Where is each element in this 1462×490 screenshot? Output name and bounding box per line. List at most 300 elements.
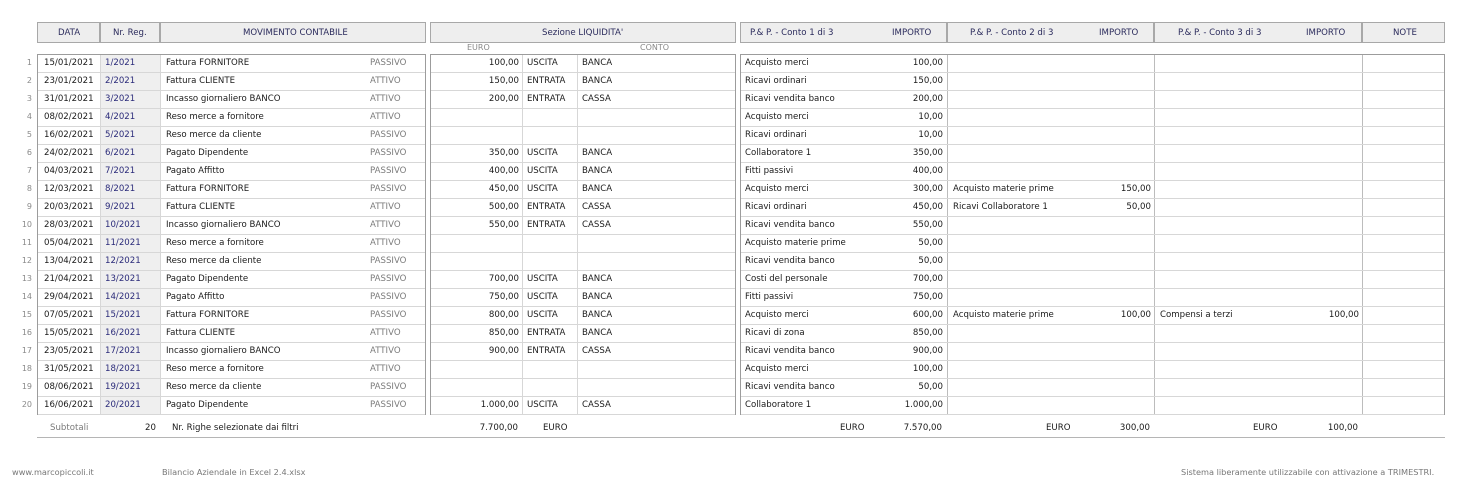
cell-data[interactable]: 23/01/2021	[44, 76, 94, 86]
cell-conto-2[interactable]	[953, 289, 1083, 306]
cell-tipo[interactable]: PASSIVO	[370, 256, 407, 266]
cell-tipo[interactable]: PASSIVO	[370, 130, 407, 140]
cell-nr-reg[interactable]: 12/2021	[105, 256, 141, 266]
cell-importo-3[interactable]	[1278, 217, 1359, 234]
cell-movimento[interactable]: Reso merce da cliente	[166, 256, 262, 266]
cell-nr-reg[interactable]: 11/2021	[105, 238, 141, 248]
cell-conto-1[interactable]: Ricavi vendita banco	[745, 382, 835, 392]
cell-conto-2[interactable]	[953, 109, 1083, 126]
cell-movimento[interactable]: Incasso giornaliero BANCO	[166, 220, 281, 230]
table-row	[741, 235, 1444, 253]
cell-movimento[interactable]: Fattura FORNITORE	[166, 58, 250, 68]
cell-conto-1[interactable]: Acquisto materie prime	[745, 238, 846, 248]
header-sezione-liquidita[interactable]: Sezione LIQUIDITA'	[430, 22, 736, 43]
cell-euro[interactable]: 400,00	[488, 166, 519, 176]
cell-importo-1[interactable]: 1.000,00	[904, 400, 943, 410]
cell-euro[interactable]: 750,00	[488, 292, 519, 302]
cell-importo-3[interactable]	[1278, 271, 1359, 288]
cell-nr-reg[interactable]: 4/2021	[105, 112, 136, 122]
cell-movimento[interactable]: Fattura FORNITORE	[166, 184, 250, 194]
cell-conto-3[interactable]	[1160, 91, 1290, 108]
cell-nr-reg[interactable]: 14/2021	[105, 292, 141, 302]
cell-conto-2[interactable]	[953, 343, 1083, 360]
table-row	[38, 253, 425, 271]
cell-importo-2[interactable]	[1071, 235, 1151, 252]
cell-conto-3[interactable]	[1160, 343, 1290, 360]
cell-conto[interactable]: BANCA	[582, 328, 613, 338]
cell-nr-reg[interactable]: 20/2021	[105, 400, 141, 410]
row-number: 13	[21, 274, 32, 283]
cell-conto-1[interactable]: Acquisto merci	[745, 112, 809, 122]
cell-importo-1[interactable]: 100,00	[912, 58, 943, 68]
cell-conto[interactable]	[582, 379, 662, 396]
cell-data[interactable]: 20/03/2021	[44, 202, 94, 212]
cell-tipo[interactable]: ATTIVO	[370, 112, 401, 122]
cell-direzione[interactable]: USCITA	[527, 148, 558, 158]
cell-direzione[interactable]	[527, 127, 575, 144]
cell-direzione[interactable]: USCITA	[527, 184, 558, 194]
cell-importo-3[interactable]	[1278, 55, 1359, 72]
cell-direzione[interactable]: USCITA	[527, 274, 558, 284]
cell-euro[interactable]: 1.000,00	[480, 400, 519, 410]
cell-importo-2[interactable]: 100,00	[1120, 310, 1151, 320]
cell-conto-3[interactable]	[1160, 73, 1290, 90]
cell-importo-2[interactable]	[1071, 361, 1151, 378]
cell-conto-1[interactable]: Ricavi ordinari	[745, 76, 807, 86]
cell-direzione[interactable]: USCITA	[527, 58, 558, 68]
cell-euro[interactable]	[431, 379, 519, 396]
cell-importo-3[interactable]	[1278, 235, 1359, 252]
cell-importo-3[interactable]	[1278, 343, 1359, 360]
liquidita-currency: EURO	[543, 423, 568, 433]
cell-conto[interactable]: BANCA	[582, 58, 613, 68]
cell-conto-2[interactable]	[953, 127, 1083, 144]
cell-conto-2[interactable]	[953, 55, 1083, 72]
row-number: 17	[21, 346, 32, 355]
cell-nr-reg[interactable]: 19/2021	[105, 382, 141, 392]
cell-euro[interactable]	[431, 361, 519, 378]
cell-data[interactable]: 05/04/2021	[44, 238, 94, 248]
cell-importo-3[interactable]	[1278, 163, 1359, 180]
subheader-euro: EURO	[467, 43, 490, 52]
cell-conto-3[interactable]	[1160, 325, 1290, 342]
cell-importo-1[interactable]: 300,00	[912, 184, 943, 194]
cell-conto[interactable]: BANCA	[582, 76, 613, 86]
cell-tipo[interactable]: ATTIVO	[370, 238, 401, 248]
cell-nr-reg[interactable]: 6/2021	[105, 148, 136, 158]
cell-data[interactable]: 16/02/2021	[44, 130, 94, 140]
table-row	[38, 361, 425, 379]
cell-conto-2[interactable]: Ricavi Collaboratore 1	[953, 202, 1048, 212]
cell-conto-3[interactable]	[1160, 235, 1290, 252]
cell-nr-reg[interactable]: 7/2021	[105, 166, 136, 176]
cell-tipo[interactable]: ATTIVO	[370, 328, 401, 338]
cell-conto-3[interactable]	[1160, 181, 1290, 198]
cell-euro[interactable]	[431, 253, 519, 270]
cell-euro[interactable]: 200,00	[488, 94, 519, 104]
cell-conto-3[interactable]	[1160, 55, 1290, 72]
cell-movimento[interactable]: Pagato Dipendente	[166, 274, 249, 284]
cell-importo-1[interactable]: 750,00	[912, 292, 943, 302]
cell-direzione[interactable]: ENTRATA	[527, 328, 566, 338]
cell-movimento[interactable]: Reso merce a fornitore	[166, 238, 264, 248]
cell-euro[interactable]: 550,00	[488, 220, 519, 230]
cell-importo-1[interactable]: 100,00	[912, 364, 943, 374]
cell-movimento[interactable]: Reso merce a fornitore	[166, 112, 264, 122]
table-row	[431, 127, 735, 145]
cell-importo-2[interactable]	[1071, 55, 1151, 72]
cell-conto-3[interactable]	[1160, 145, 1290, 162]
cell-nr-reg[interactable]: 2/2021	[105, 76, 136, 86]
cell-conto[interactable]: CASSA	[582, 220, 611, 230]
cell-importo-3[interactable]	[1278, 325, 1359, 342]
cell-importo-3[interactable]	[1278, 361, 1359, 378]
cell-direzione[interactable]	[527, 109, 575, 126]
cell-direzione[interactable]	[527, 361, 575, 378]
cell-tipo[interactable]: ATTIVO	[370, 220, 401, 230]
header-pp-conto-3[interactable]: P.& P. - Conto 3 di 3 IMPORTO	[1154, 22, 1362, 43]
cell-conto-3[interactable]	[1160, 109, 1290, 126]
cell-conto-1[interactable]: Ricavi ordinari	[745, 202, 807, 212]
cell-conto-1[interactable]: Acquisto merci	[745, 310, 809, 320]
cell-data[interactable]: 24/02/2021	[44, 148, 94, 158]
cell-importo-2[interactable]: 50,00	[1126, 202, 1151, 212]
cell-conto-2[interactable]	[953, 235, 1083, 252]
cell-importo-1[interactable]: 900,00	[912, 346, 943, 356]
table-row	[431, 109, 735, 127]
cell-euro[interactable]: 100,00	[488, 58, 519, 68]
cell-euro[interactable]: 700,00	[488, 274, 519, 284]
cell-nr-reg[interactable]: 17/2021	[105, 346, 141, 356]
cell-direzione[interactable]: ENTRATA	[527, 220, 566, 230]
cell-importo-3[interactable]	[1278, 379, 1359, 396]
cell-conto-1[interactable]: Fitti passivi	[745, 166, 794, 176]
cell-importo-1[interactable]: 10,00	[918, 130, 943, 140]
cell-importo-1[interactable]: 700,00	[912, 274, 943, 284]
cell-data[interactable]: 12/03/2021	[44, 184, 94, 194]
cell-conto-2[interactable]	[953, 217, 1083, 234]
table-row	[431, 181, 735, 199]
table-row	[38, 217, 425, 235]
cell-tipo[interactable]: PASSIVO	[370, 148, 407, 158]
cell-importo-1[interactable]: 150,00	[912, 76, 943, 86]
cell-importo-3[interactable]	[1278, 91, 1359, 108]
cell-euro[interactable]: 900,00	[488, 346, 519, 356]
cell-nr-reg[interactable]: 10/2021	[105, 220, 141, 230]
cell-tipo[interactable]: PASSIVO	[370, 166, 407, 176]
row-number: 3	[26, 94, 32, 103]
cell-importo-2[interactable]	[1071, 343, 1151, 360]
cell-conto[interactable]	[582, 109, 662, 126]
cell-data[interactable]: 29/04/2021	[44, 292, 94, 302]
cell-data[interactable]: 13/04/2021	[44, 256, 94, 266]
table-row	[741, 397, 1444, 415]
cell-direzione[interactable]: USCITA	[527, 166, 558, 176]
cell-euro[interactable]: 450,00	[488, 184, 519, 194]
table-row	[431, 397, 735, 415]
cell-movimento[interactable]: Pagato Affitto	[166, 166, 225, 176]
cell-conto-3[interactable]	[1160, 253, 1290, 270]
cell-nr-reg[interactable]: 15/2021	[105, 310, 141, 320]
cell-conto[interactable]: CASSA	[582, 400, 611, 410]
conto3-currency: EURO	[1253, 423, 1278, 433]
cell-euro[interactable]	[431, 127, 519, 144]
cell-conto[interactable]: BANCA	[582, 166, 613, 176]
cell-movimento[interactable]: Fattura FORNITORE	[166, 310, 250, 320]
cell-conto-2[interactable]	[953, 325, 1083, 342]
cell-movimento[interactable]: Reso merce da cliente	[166, 382, 262, 392]
panel-pp-conti	[740, 54, 1445, 415]
cell-conto-1[interactable]: Acquisto merci	[745, 58, 809, 68]
cell-euro[interactable]: 800,00	[488, 310, 519, 320]
cell-movimento[interactable]: Pagato Dipendente	[166, 148, 249, 158]
cell-conto-1[interactable]: Ricavi vendita banco	[745, 94, 835, 104]
cell-importo-2[interactable]	[1071, 253, 1151, 270]
cell-direzione[interactable]	[527, 379, 575, 396]
cell-conto-3[interactable]: Compensi a terzi	[1160, 310, 1233, 320]
cell-importo-1[interactable]: 50,00	[918, 256, 943, 266]
cell-conto-2[interactable]	[953, 361, 1083, 378]
cell-movimento[interactable]: Pagato Dipendente	[166, 400, 249, 410]
cell-direzione[interactable]	[527, 235, 575, 252]
cell-importo-1[interactable]: 550,00	[912, 220, 943, 230]
cell-movimento[interactable]: Incasso giornaliero BANCO	[166, 346, 281, 356]
cell-data[interactable]: 28/03/2021	[44, 220, 94, 230]
cell-data[interactable]: 15/01/2021	[44, 58, 94, 68]
cell-importo-1[interactable]: 350,00	[912, 148, 943, 158]
cell-conto-2[interactable]: Acquisto materie prime	[953, 184, 1054, 194]
cell-conto-3[interactable]	[1160, 127, 1290, 144]
cell-direzione[interactable]: USCITA	[527, 310, 558, 320]
cell-conto-3[interactable]	[1160, 271, 1290, 288]
cell-conto-2[interactable]	[953, 397, 1083, 414]
cell-importo-2[interactable]	[1071, 91, 1151, 108]
cell-importo-3[interactable]	[1278, 253, 1359, 270]
cell-direzione[interactable]: ENTRATA	[527, 76, 566, 86]
cell-movimento[interactable]: Reso merce da cliente	[166, 130, 262, 140]
cell-importo-3[interactable]	[1278, 73, 1359, 90]
cell-direzione[interactable]: ENTRATA	[527, 202, 566, 212]
cell-conto-3[interactable]	[1160, 397, 1290, 414]
cell-importo-2[interactable]	[1071, 325, 1151, 342]
cell-data[interactable]: 23/05/2021	[44, 346, 94, 356]
cell-tipo[interactable]: ATTIVO	[370, 346, 401, 356]
table-row	[38, 307, 425, 325]
cell-direzione[interactable]: ENTRATA	[527, 346, 566, 356]
cell-tipo[interactable]: ATTIVO	[370, 202, 401, 212]
cell-movimento[interactable]: Reso merce a fornitore	[166, 364, 264, 374]
cell-nr-reg[interactable]: 8/2021	[105, 184, 136, 194]
cell-conto-2[interactable]: Acquisto materie prime	[953, 310, 1054, 320]
cell-importo-2[interactable]	[1071, 289, 1151, 306]
header-pp-conto-2[interactable]: P.& P. - Conto 2 di 3 IMPORTO	[947, 22, 1154, 43]
header-note[interactable]: NOTE	[1362, 22, 1445, 43]
table-row	[431, 235, 735, 253]
cell-conto-2[interactable]	[953, 253, 1083, 270]
cell-tipo[interactable]: PASSIVO	[370, 58, 407, 68]
cell-conto-2[interactable]	[953, 379, 1083, 396]
cell-data[interactable]: 31/01/2021	[44, 94, 94, 104]
cell-euro[interactable]	[431, 235, 519, 252]
header-movimento[interactable]: MOVIMENTO CONTABILE	[160, 22, 426, 43]
cell-nr-reg[interactable]: 1/2021	[105, 58, 136, 68]
cell-tipo[interactable]: ATTIVO	[370, 94, 401, 104]
cell-conto[interactable]: BANCA	[582, 310, 613, 320]
cell-importo-1[interactable]: 50,00	[918, 238, 943, 248]
cell-conto-1[interactable]: Collaboratore 1	[745, 148, 812, 158]
cell-data[interactable]: 15/05/2021	[44, 328, 94, 338]
cell-conto[interactable]	[582, 235, 662, 252]
cell-conto-1[interactable]: Costi del personale	[745, 274, 828, 284]
cell-direzione[interactable]: USCITA	[527, 400, 558, 410]
cell-importo-2[interactable]: 150,00	[1120, 184, 1151, 194]
cell-conto-3[interactable]	[1160, 163, 1290, 180]
cell-importo-2[interactable]	[1071, 217, 1151, 234]
cell-direzione[interactable]	[527, 253, 575, 270]
cell-conto-1[interactable]: Ricavi vendita banco	[745, 346, 835, 356]
cell-conto-2[interactable]	[953, 271, 1083, 288]
cell-conto[interactable]: CASSA	[582, 202, 611, 212]
cell-importo-1[interactable]: 850,00	[912, 328, 943, 338]
cell-importo-1[interactable]: 200,00	[912, 94, 943, 104]
cell-tipo[interactable]: ATTIVO	[370, 76, 401, 86]
conto1-total: 7.570,00	[903, 423, 942, 433]
cell-tipo[interactable]: PASSIVO	[370, 184, 407, 194]
cell-importo-3[interactable]	[1278, 289, 1359, 306]
header-data[interactable]: DATA	[37, 22, 100, 43]
cell-nr-reg[interactable]: 9/2021	[105, 202, 136, 212]
cell-conto[interactable]	[582, 361, 662, 378]
cell-tipo[interactable]: PASSIVO	[370, 310, 407, 320]
panel-movimenti	[37, 54, 426, 415]
cell-conto[interactable]: BANCA	[582, 184, 613, 194]
cell-importo-1[interactable]: 450,00	[912, 202, 943, 212]
cell-data[interactable]: 16/06/2021	[44, 400, 94, 410]
cell-euro[interactable]	[431, 109, 519, 126]
cell-direzione[interactable]: USCITA	[527, 292, 558, 302]
row-number: 19	[21, 382, 32, 391]
cell-movimento[interactable]: Fattura CLIENTE	[166, 76, 235, 86]
cell-data[interactable]: 31/05/2021	[44, 364, 94, 374]
cell-data[interactable]: 21/04/2021	[44, 274, 94, 284]
cell-conto-1[interactable]: Ricavi di zona	[745, 328, 805, 338]
cell-movimento[interactable]: Incasso giornaliero BANCO	[166, 94, 281, 104]
cell-importo-3[interactable]: 100,00	[1328, 310, 1359, 320]
table-row	[431, 73, 735, 91]
cell-importo-1[interactable]: 10,00	[918, 112, 943, 122]
cell-data[interactable]: 04/03/2021	[44, 166, 94, 176]
cell-importo-3[interactable]	[1278, 397, 1359, 414]
table-row	[741, 73, 1444, 91]
cell-euro[interactable]: 150,00	[488, 76, 519, 86]
cell-movimento[interactable]: Fattura CLIENTE	[166, 202, 235, 212]
cell-conto[interactable]	[582, 253, 662, 270]
cell-importo-2[interactable]	[1071, 379, 1151, 396]
cell-importo-3[interactable]	[1278, 145, 1359, 162]
cell-direzione[interactable]: ENTRATA	[527, 94, 566, 104]
cell-conto-1[interactable]: Ricavi vendita banco	[745, 220, 835, 230]
header-nr-reg[interactable]: Nr. Reg.	[100, 22, 160, 43]
cell-conto[interactable]: BANCA	[582, 274, 613, 284]
cell-importo-2[interactable]	[1071, 73, 1151, 90]
cell-conto-3[interactable]	[1160, 199, 1290, 216]
cell-importo-1[interactable]: 600,00	[912, 310, 943, 320]
cell-importo-3[interactable]	[1278, 199, 1359, 216]
cell-euro[interactable]: 850,00	[488, 328, 519, 338]
cell-conto[interactable]: BANCA	[582, 292, 613, 302]
cell-conto-3[interactable]	[1160, 217, 1290, 234]
cell-movimento[interactable]: Pagato Affitto	[166, 292, 225, 302]
cell-nr-reg[interactable]: 18/2021	[105, 364, 141, 374]
footer-site[interactable]: www.marcopiccoli.it	[12, 467, 94, 477]
cell-importo-2[interactable]	[1071, 397, 1151, 414]
cell-conto[interactable]: BANCA	[582, 148, 613, 158]
cell-importo-3[interactable]	[1278, 181, 1359, 198]
cell-conto-1[interactable]: Collaboratore 1	[745, 400, 812, 410]
cell-importo-2[interactable]	[1071, 163, 1151, 180]
rows-count: 20	[145, 423, 156, 433]
cell-conto-1[interactable]: Ricavi ordinari	[745, 130, 807, 140]
cell-conto[interactable]	[582, 127, 662, 144]
cell-nr-reg[interactable]: 16/2021	[105, 328, 141, 338]
cell-tipo[interactable]: ATTIVO	[370, 364, 401, 374]
cell-importo-2[interactable]	[1071, 145, 1151, 162]
cell-conto-3[interactable]	[1160, 379, 1290, 396]
row-number: 15	[21, 310, 32, 319]
cell-euro[interactable]: 500,00	[488, 202, 519, 212]
cell-tipo[interactable]: PASSIVO	[370, 382, 407, 392]
cell-conto-1[interactable]: Acquisto merci	[745, 364, 809, 374]
table-row	[741, 163, 1444, 181]
cell-importo-1[interactable]: 400,00	[912, 166, 943, 176]
cell-conto-2[interactable]	[953, 145, 1083, 162]
cell-conto-2[interactable]	[953, 73, 1083, 90]
conto1-currency: EURO	[840, 423, 865, 433]
header-pp-conto-1[interactable]: P.& P. - Conto 1 di 3 IMPORTO	[740, 22, 947, 43]
cell-conto-2[interactable]	[953, 91, 1083, 108]
cell-tipo[interactable]: PASSIVO	[370, 292, 407, 302]
cell-conto-1[interactable]: Ricavi vendita banco	[745, 256, 835, 266]
cell-nr-reg[interactable]: 3/2021	[105, 94, 136, 104]
cell-conto-3[interactable]	[1160, 361, 1290, 378]
cell-conto-2[interactable]	[953, 163, 1083, 180]
cell-movimento[interactable]: Fattura CLIENTE	[166, 328, 235, 338]
cell-data[interactable]: 08/02/2021	[44, 112, 94, 122]
cell-importo-2[interactable]	[1071, 127, 1151, 144]
cell-euro[interactable]: 350,00	[488, 148, 519, 158]
cell-importo-3[interactable]	[1278, 109, 1359, 126]
cell-importo-3[interactable]	[1278, 127, 1359, 144]
cell-nr-reg[interactable]: 13/2021	[105, 274, 141, 284]
cell-conto-1[interactable]: Acquisto merci	[745, 184, 809, 194]
row-number: 1	[26, 58, 32, 67]
cell-data[interactable]: 07/05/2021	[44, 310, 94, 320]
cell-tipo[interactable]: PASSIVO	[370, 400, 407, 410]
cell-conto-3[interactable]	[1160, 289, 1290, 306]
cell-importo-2[interactable]	[1071, 271, 1151, 288]
cell-data[interactable]: 08/06/2021	[44, 382, 94, 392]
cell-conto[interactable]: CASSA	[582, 346, 611, 356]
cell-nr-reg[interactable]: 5/2021	[105, 130, 136, 140]
row-number: 16	[21, 328, 32, 337]
table-row	[741, 181, 1444, 199]
cell-conto-1[interactable]: Fitti passivi	[745, 292, 794, 302]
cell-conto[interactable]: CASSA	[582, 94, 611, 104]
table-row	[431, 289, 735, 307]
cell-tipo[interactable]: PASSIVO	[370, 274, 407, 284]
cell-importo-2[interactable]	[1071, 109, 1151, 126]
cell-importo-1[interactable]: 50,00	[918, 382, 943, 392]
